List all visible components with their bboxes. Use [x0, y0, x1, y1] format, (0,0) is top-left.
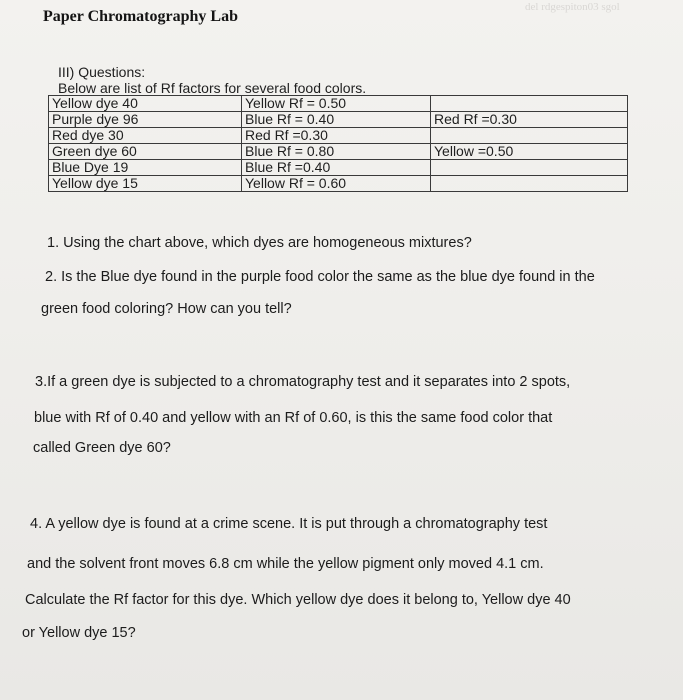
dye-name-cell: Purple dye 96 [49, 112, 242, 128]
table-row [49, 144, 628, 160]
extra-rf-cell [431, 96, 628, 112]
table-row [49, 96, 628, 112]
question-1: 1. Using the chart above, which dyes are homogeneous mixtures? [47, 235, 472, 251]
question-2-line-2: green food coloring? How can you tell? [41, 301, 292, 317]
rf-cell: Blue Rf = 0.40 [242, 112, 431, 128]
rf-table [48, 95, 628, 192]
rf-cell: Red Rf =0.30 [242, 128, 431, 144]
extra-rf-cell [431, 160, 628, 176]
page-title: Paper Chromatography Lab [43, 8, 238, 25]
question-4-line-4: or Yellow dye 15? [22, 625, 136, 641]
section-heading: III) Questions: [58, 64, 146, 80]
extra-rf-cell [431, 128, 628, 144]
dye-name-cell: Red dye 30 [49, 128, 242, 144]
bleed-through-text: del rdgespiton03 sgol [525, 1, 620, 13]
rf-cell: Blue Rf = 0.80 [242, 144, 431, 160]
extra-rf-cell [431, 176, 628, 192]
dye-name-cell: Green dye 60 [49, 144, 242, 160]
rf-cell: Yellow Rf = 0.50 [242, 96, 431, 112]
question-2-line-1: 2. Is the Blue dye found in the purple food color the same as the blue dye found in the [45, 269, 595, 285]
table-row [49, 160, 628, 176]
extra-rf-cell: Red Rf =0.30 [431, 112, 628, 128]
question-3-line-1: 3.If a green dye is subjected to a chromatography test and it separates into 2 spots, [35, 374, 571, 390]
question-4-line-2: and the solvent front moves 6.8 cm while the yellow pigment only moved 4.1 cm. [27, 556, 544, 572]
question-3-line-2: blue with Rf of 0.40 and yellow with an Rf of 0.60, is this the same food color that [34, 410, 553, 426]
question-4-line-1: 4. A yellow dye is found at a crime scene. It is put through a chromatography test [30, 516, 548, 532]
dye-name-cell: Yellow dye 40 [49, 96, 242, 112]
question-4-line-3: Calculate the Rf factor for this dye. Which yellow dye does it belong to, Yellow dye 40 [25, 592, 571, 608]
dye-name-cell: Yellow dye 15 [49, 176, 242, 192]
rf-cell: Blue Rf =0.40 [242, 160, 431, 176]
table-row [49, 176, 628, 192]
table-row [49, 128, 628, 144]
question-3-line-3: called Green dye 60? [33, 440, 171, 456]
table-intro: Below are list of Rf factors for several food colors. [58, 80, 367, 96]
table-row [49, 112, 628, 128]
dye-name-cell: Blue Dye 19 [49, 160, 242, 176]
rf-cell: Yellow Rf = 0.60 [242, 176, 431, 192]
extra-rf-cell: Yellow =0.50 [431, 144, 628, 160]
